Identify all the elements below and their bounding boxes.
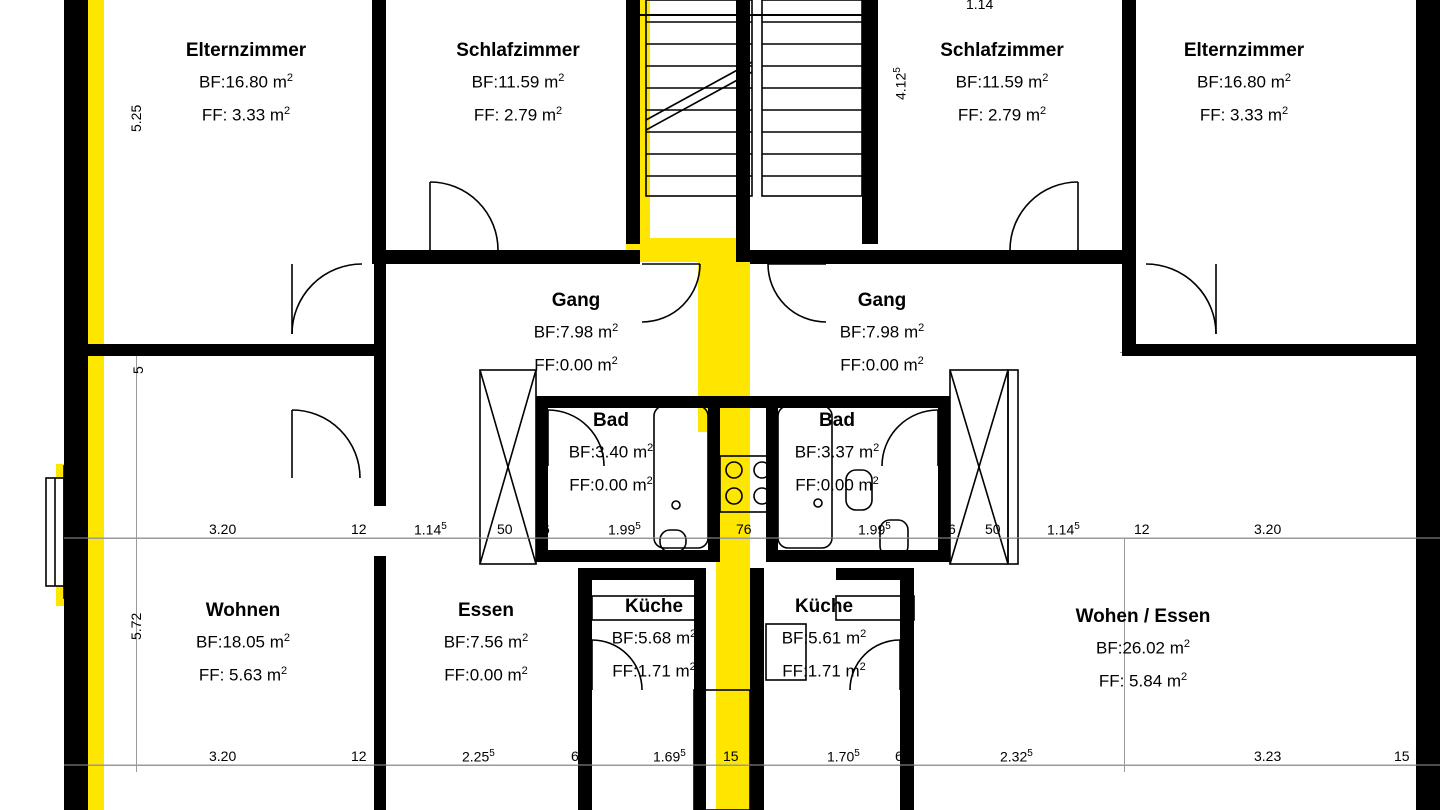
wall-exterior-right: [1416, 0, 1440, 810]
room-label-kueche-left: [578, 594, 730, 685]
room-label-gang-left: [486, 288, 666, 379]
line-upper-right-frame: [876, 0, 878, 244]
room-name: Wohen / Essen: [1075, 606, 1211, 627]
room-ff: FF:0.00 $m^2$: [444, 664, 528, 685]
room-bf: BF:5.68 $m^2$: [611, 628, 697, 648]
room-ff: FF:1.71 $m^2$: [782, 660, 866, 681]
wall-left-room-divider: [88, 344, 386, 356]
wall-party-center-upper: [736, 0, 750, 262]
wall-corridor-top-right: [750, 250, 1136, 264]
dim-bot-169: 1.69$^5$: [653, 748, 686, 765]
dim-bot-323: 3.23: [1254, 748, 1282, 764]
room-ff: FF: 3.33 $m^2$: [1199, 104, 1289, 125]
room-name: Gang: [551, 290, 601, 311]
line-stair-top: [640, 14, 862, 16]
room-label-wohnen: [140, 598, 346, 689]
dim-mid-114-right: 1.14$^5$: [1047, 521, 1080, 538]
room-bf: BF:16.80 $m^2$: [1197, 72, 1291, 92]
wall-right-room-divider: [1122, 344, 1418, 356]
dim-mid-320-right: 3.20: [1254, 521, 1282, 537]
room-label-schlafzimmer-right: [884, 38, 1120, 129]
room-ff: FF: 2.79 $m^2$: [473, 104, 563, 125]
room-ff: FF:0.00 $m^2$: [795, 474, 879, 495]
room-bf: BF:18.05 $m^2$: [196, 632, 290, 652]
dim-vertical-525: 5.25: [128, 104, 144, 132]
wall-left-lower-vertical: [374, 556, 386, 810]
dim-vertical-5: 5: [130, 366, 146, 374]
wall-partition-left-upper: [372, 0, 386, 262]
dim-mid-50-right: 50: [985, 521, 1001, 537]
dim-mid-76: 76: [736, 521, 752, 537]
dim-bot-6-left: 6: [571, 748, 579, 764]
room-ff: FF:1.71 $m^2$: [612, 660, 696, 681]
dim-bot-6-right: 6: [895, 748, 903, 764]
room-bf: BF:7.56 $m^2$: [443, 632, 529, 652]
dim-bot-225: 2.25$^5$: [462, 748, 495, 765]
room-label-elternzimmer-left: [136, 38, 356, 129]
room-bf: BF:7.98 $m^2$: [533, 322, 619, 342]
room-name: Schlafzimmer: [456, 40, 580, 61]
room-label-kueche-right: [748, 594, 900, 685]
wall-shaft-left: [708, 396, 720, 562]
room-label-elternzimmer-right: [1134, 38, 1354, 129]
room-ff: FF: 5.63 $m^2$: [198, 664, 288, 685]
dim-mid-12-left: 12: [351, 521, 367, 537]
wall-right-room-vertical: [1122, 250, 1136, 356]
wall-corridor-top-left: [372, 250, 640, 264]
dim-mid-30-right: 30: [1418, 521, 1434, 537]
dim-mid-199-right: 1.99$^5$: [858, 521, 891, 538]
room-name: Essen: [458, 600, 514, 621]
wall-lower-right-top: [836, 568, 914, 580]
wall-bath-left-top: [536, 396, 718, 408]
wall-shaft-top: [708, 396, 778, 408]
dim-bot-15: 15: [723, 748, 739, 764]
room-name: Elternzimmer: [185, 40, 307, 61]
highlight-left-facade: [88, 0, 104, 810]
room-bf: BF:26.02 $m^2$: [1096, 638, 1190, 658]
dim-vertical-572: 5.72: [128, 612, 144, 640]
room-label-bad-right: [754, 408, 920, 499]
room-label-gang-right: [792, 288, 972, 379]
dim-mid-199-left: 1.99$^5$: [608, 521, 641, 538]
grid-line-mid: [64, 538, 1440, 539]
room-ff: FF: 5.84 $m^2$: [1098, 670, 1188, 691]
room-name: Küche: [624, 596, 684, 617]
room-label-bad-left: [528, 408, 694, 499]
wall-bath-right-bottom: [766, 550, 950, 562]
room-name: Wohnen: [205, 600, 281, 621]
room-bf: BF:5.61 $m^2$: [781, 628, 867, 648]
room-bf: BF:16.80 $m^2$: [199, 72, 293, 92]
room-bf: BF:3.37 $m^2$: [794, 442, 880, 462]
dim-mid-6-left: 6: [542, 521, 550, 537]
dim-bot-15-right: 15: [1394, 748, 1410, 764]
dim-mid-50-left: 50: [497, 521, 513, 537]
wall-stair-right: [862, 0, 876, 244]
wall-left-room-vertical: [374, 250, 386, 506]
room-label-wohnen-essen: [1010, 604, 1276, 695]
grid-tick-vert-left: [136, 352, 137, 772]
room-ff: FF:0.00 $m^2$: [534, 354, 618, 375]
dim-mid-320-left: 3.20: [209, 521, 237, 537]
room-bf: BF:11.59 $m^2$: [955, 72, 1049, 92]
dim-bot-12: 12: [351, 748, 367, 764]
room-name: Bad: [819, 410, 855, 431]
room-name: Bad: [593, 410, 629, 431]
dim-mid-114-left: 1.14$^5$: [414, 521, 447, 538]
room-bf: BF:3.40 $m^2$: [568, 442, 654, 462]
dim-vertical-412: 4.12$^5$: [892, 67, 909, 100]
room-name: Gang: [857, 290, 907, 311]
room-label-schlafzimmer-left: [400, 38, 636, 129]
room-ff: FF: 3.33 $m^2$: [201, 104, 291, 125]
room-name: Küche: [794, 596, 854, 617]
wall-bath-right-top: [766, 396, 950, 408]
room-ff: FF:0.00 $m^2$: [569, 474, 653, 495]
room-name: Elternzimmer: [1183, 40, 1305, 61]
wall-bath-right-vertical: [938, 396, 950, 562]
wall-bath-left-bottom: [536, 550, 720, 562]
room-ff: FF: 2.79 $m^2$: [957, 104, 1047, 125]
wall-lower-left-top: [578, 568, 706, 580]
wall-lower-right-kitchen-2: [900, 568, 914, 810]
dim-top-114: 1.14: [966, 0, 994, 12]
dim-mid-12-right: 12: [1134, 521, 1150, 537]
room-label-essen: [396, 598, 576, 689]
room-name: Schlafzimmer: [940, 40, 1064, 61]
dim-mid-6-right: 6: [948, 521, 956, 537]
room-bf: BF:7.98 $m^2$: [839, 322, 925, 342]
room-bf: BF:11.59 $m^2$: [471, 72, 565, 92]
room-ff: FF:0.00 $m^2$: [840, 354, 924, 375]
dim-bot-170: 1.70$^5$: [827, 748, 860, 765]
dim-bot-320: 3.20: [209, 748, 237, 764]
wall-exterior-left: [64, 0, 88, 810]
dim-bot-232: 2.32$^5$: [1000, 748, 1033, 765]
